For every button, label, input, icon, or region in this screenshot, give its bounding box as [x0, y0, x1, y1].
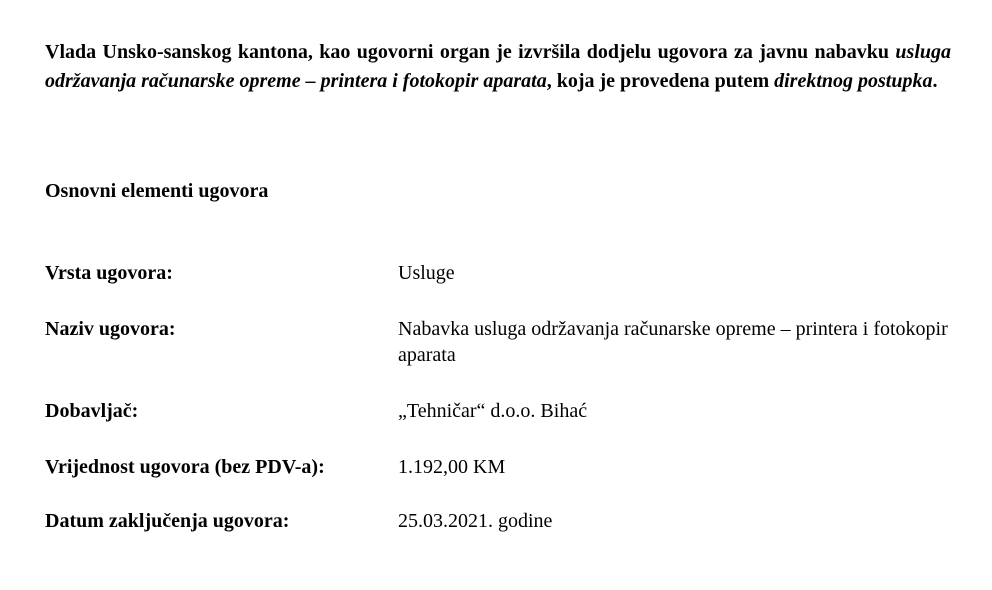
- field-value-vrijednost: 1.192,00 KM: [398, 456, 506, 478]
- field-value-datum: 25.03.2021. godine: [398, 510, 553, 532]
- field-value-dobavljac: „Tehničar“ d.o.o. Bihać: [398, 400, 588, 422]
- intro-text-2: , koja je provedena putem: [546, 70, 775, 92]
- intro-text-1: Vlada Unsko-sanskog kantona, kao ugovorni organ je izvršila dodjelu ugovora za javnu nabavku: [45, 41, 896, 63]
- field-label-vrsta: Vrsta ugovora:: [45, 262, 173, 284]
- field-label-dobavljac: Dobavljač:: [45, 400, 139, 422]
- field-value-naziv: Nabavka usluga održavanja računarske opreme – printera i fotokopir aparata: [398, 318, 948, 366]
- field-label-datum: Datum zaključenja ugovora:: [45, 510, 290, 532]
- intro-italic-procedure: direktnog postupka: [774, 70, 933, 92]
- section-heading: Osnovni elementi ugovora: [45, 180, 269, 202]
- document-page: [45, 38, 951, 532]
- intro-italic-service: usluga održavanja računarske opreme – printera i fotokopir aparata: [45, 41, 951, 92]
- intro-paragraph: [45, 38, 951, 96]
- field-label-naziv: Naziv ugovora:: [45, 318, 176, 340]
- field-label-vrijednost: Vrijednost ugovora (bez PDV-a):: [45, 456, 325, 478]
- field-value-vrsta: Usluge: [398, 262, 455, 284]
- intro-text-3: .: [932, 70, 938, 92]
